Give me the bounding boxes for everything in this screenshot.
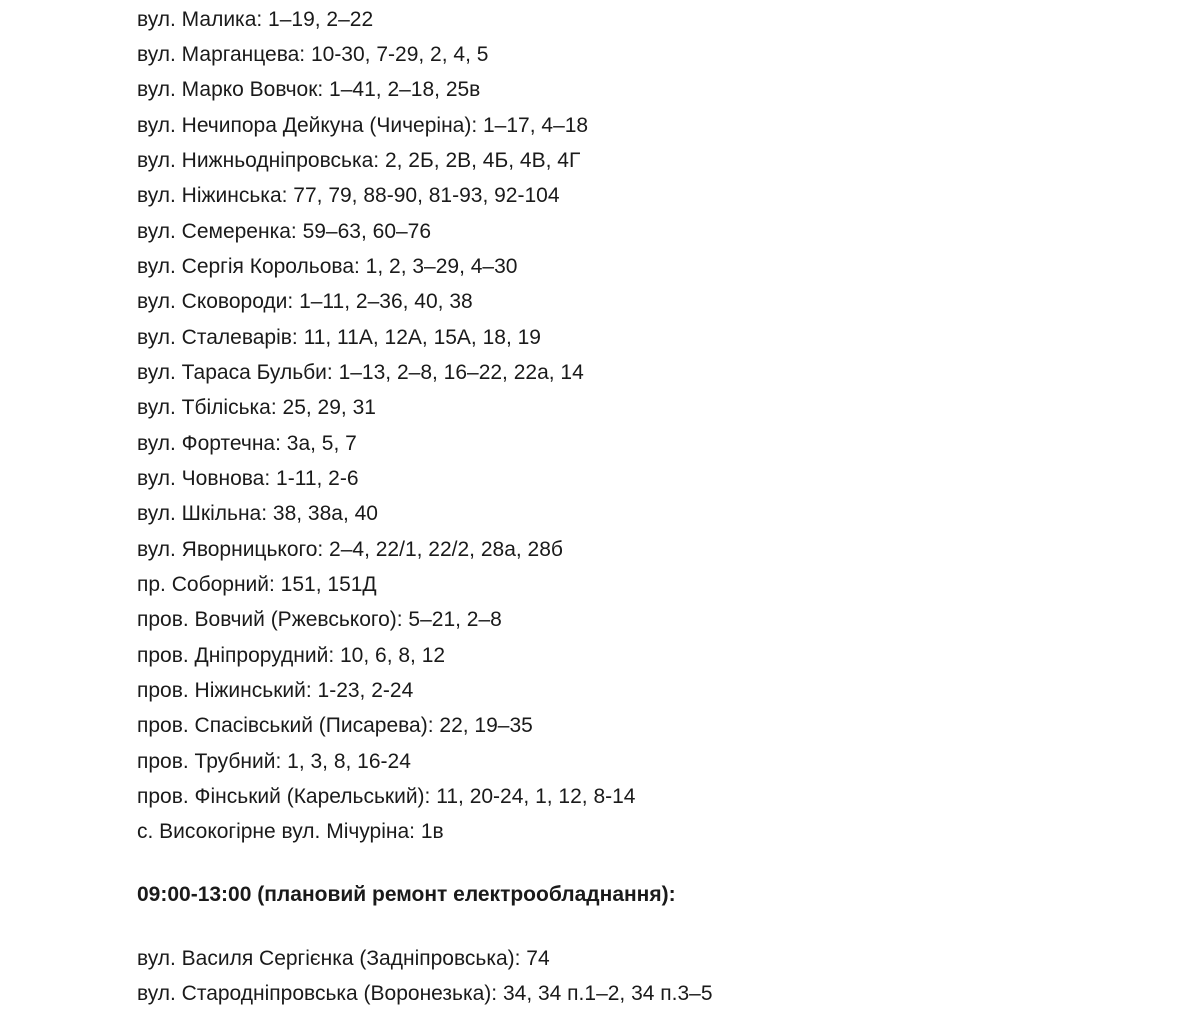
address-item: вул. Ніжинська: 77, 79, 88-90, 81-93, 92-104 [137, 184, 560, 208]
address-item: вул. Сталеварів: 11, 11А, 12А, 15А, 18, 19 [137, 325, 541, 349]
address-item: вул. Нижньодніпровська: 2, 2Б, 2В, 4Б, 4В, 4Г [137, 148, 581, 172]
address-item: вул. Семеренка: 59–63, 60–76 [137, 219, 432, 243]
address-item: пров. Трубний: 1, 3, 8, 16-24 [137, 749, 411, 773]
address-item: вул. Малика: 1–19, 2–22 [137, 7, 374, 31]
address-item: вул. Тбіліська: 25, 29, 31 [137, 396, 376, 420]
address-item: пров. Спасівський (Писарева): 22, 19–35 [137, 714, 533, 738]
address-item: вул. Марганцева: 10-30, 7-29, 2, 4, 5 [137, 42, 489, 66]
address-item: вул. Марко Вовчок: 1–41, 2–18, 25в [137, 78, 481, 102]
address-item: вул. Стародніпровська (Воронезька): 34, 34 п.1–2, 34 п.3–5 [137, 982, 713, 1006]
address-item: вул. Василя Сергієнка (Задніпровська): 74 [137, 946, 550, 970]
address-item: пров. Дніпрорудний: 10, 6, 8, 12 [137, 643, 446, 667]
address-item: вул. Шкільна: 38, 38а, 40 [137, 502, 378, 526]
address-list-1 [137, 2, 1137, 850]
address-item: вул. Сергія Корольова: 1, 2, 3–29, 4–30 [137, 254, 518, 278]
address-item: вул. Сковороди: 1–11, 2–36, 40, 38 [137, 290, 473, 314]
address-item: пров. Фінський (Карельський): 11, 20-24, 1, 12, 8-14 [137, 785, 636, 809]
address-item: пр. Соборний: 151, 151Д [137, 573, 377, 596]
outage-article-content [137, 0, 1137, 1011]
address-item: вул. Яворницького: 2–4, 22/1, 22/2, 28а, 28б [137, 537, 563, 561]
address-item: вул. Нечипора Дейкуна (Чичеріна): 1–17, 4–18 [137, 113, 589, 137]
section-heading-time-range: 09:00-13:00 (плановий ремонт електрообладнання): [137, 882, 676, 906]
address-item: вул. Човнова: 1-11, 2-6 [137, 466, 359, 490]
address-item: пров. Вовчий (Ржевського): 5–21, 2–8 [137, 608, 502, 632]
address-item: пров. Ніжинський: 1-23, 2-24 [137, 679, 414, 703]
address-list-2 [137, 941, 1137, 1012]
address-item: вул. Тараса Бульби: 1–13, 2–8, 16–22, 22а, 14 [137, 360, 584, 384]
address-item: с. Високогірне вул. Мічуріна: 1в [137, 820, 444, 844]
address-item: вул. Фортечна: 3а, 5, 7 [137, 431, 357, 455]
